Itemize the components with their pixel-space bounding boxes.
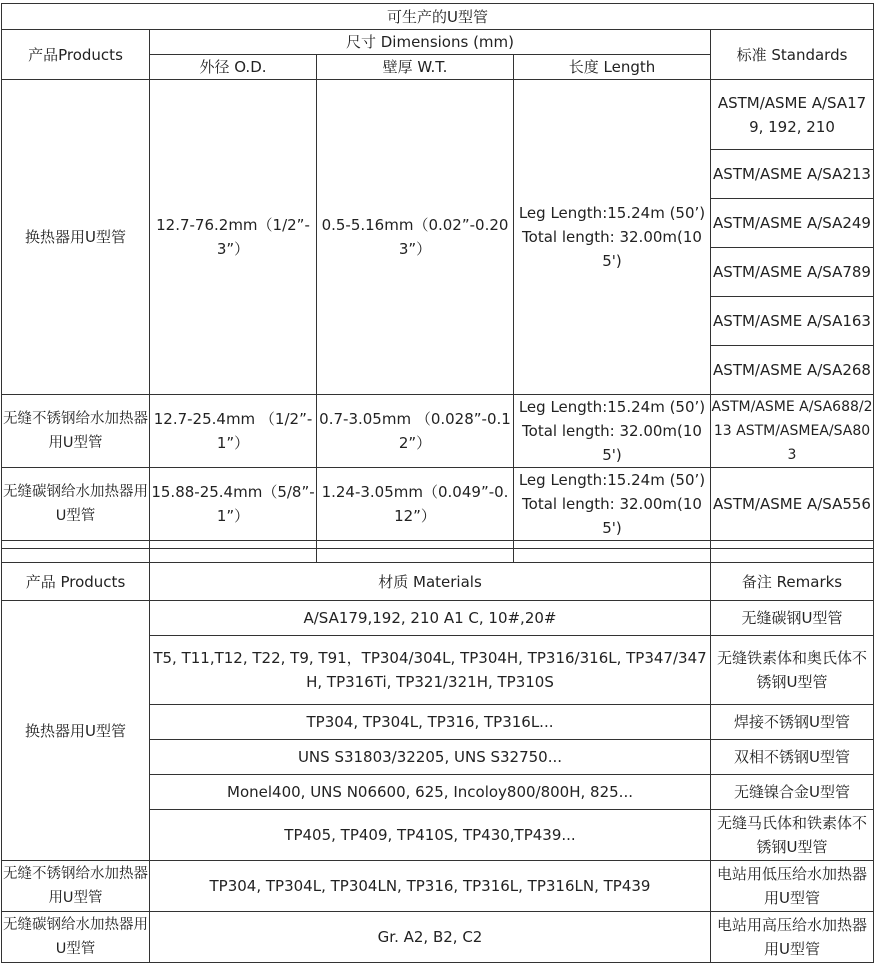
header-od: 外径 O.D.	[150, 55, 317, 80]
wt-cell: 0.5-5.16mm（0.02”-0.203”）	[317, 80, 514, 395]
remark-cell: 电站用高压给水加热器用U型管	[711, 912, 874, 963]
remark-cell: 双相不锈钢U型管	[711, 740, 874, 775]
materials-product-cell: 换热器用U型管	[2, 601, 150, 861]
product-cell: 无缝碳钢给水加热器用U型管	[2, 468, 150, 541]
materials-product-cell: 无缝不锈钢给水加热器用U型管	[2, 861, 150, 912]
length-cell: Leg Length:15.24m (50’) Total length: 32.00m(105')	[514, 395, 711, 468]
standard-cell: ASTM/ASME A/SA268	[711, 346, 874, 395]
materials-cell: T5, T11,T12, T22, T9, T91，TP304/304L, TP304H, TP316/316L, TP347/347H, TP316Ti, TP321/321H, TP310S	[150, 636, 711, 705]
standard-cell: ASTM/ASME A/SA556	[711, 468, 874, 541]
product-cell: 换热器用U型管	[2, 80, 150, 395]
remark-cell: 无缝铁素体和奥氏体不锈钢U型管	[711, 636, 874, 705]
spacer-cell	[711, 549, 874, 563]
length-cell: Leg Length:15.24m (50’) Total length: 32.00m(105')	[514, 80, 711, 395]
standard-cell: ASTM/ASME A/SA213	[711, 150, 874, 199]
standard-cell: ASTM/ASME A/SA789	[711, 248, 874, 297]
header-wt: 壁厚 W.T.	[317, 55, 514, 80]
table-title: 可生产的U型管	[2, 4, 874, 30]
product-cell: 无缝不锈钢给水加热器用U型管	[2, 395, 150, 468]
standard-cell: ASTM/ASME A/SA249	[711, 199, 874, 248]
standard-cell: ASTM/ASME A/SA163	[711, 297, 874, 346]
materials-cell: TP304, TP304L, TP316, TP316L...	[150, 705, 711, 740]
remark-cell: 无缝镍合金U型管	[711, 775, 874, 810]
materials-header-remarks: 备注 Remarks	[711, 563, 874, 601]
materials-cell: A/SA179,192, 210 A1 C, 10#,20#	[150, 601, 711, 636]
materials-cell: TP405, TP409, TP410S, TP430,TP439...	[150, 810, 711, 861]
spacer-cell	[2, 541, 150, 549]
header-products: 产品Products	[2, 30, 150, 80]
remark-cell: 焊接不锈钢U型管	[711, 705, 874, 740]
standard-cell: ASTM/ASME A/SA179, 192, 210	[711, 80, 874, 150]
remark-cell: 电站用低压给水加热器用U型管	[711, 861, 874, 912]
materials-header-materials: 材质 Materials	[150, 563, 711, 601]
od-cell: 15.88-25.4mm（5/8”-1”）	[150, 468, 317, 541]
wt-cell: 0.7-3.05mm （0.028”-0.12”）	[317, 395, 514, 468]
remark-cell: 无缝马氏体和铁素体不锈钢U型管	[711, 810, 874, 861]
header-dimensions: 尺寸 Dimensions (mm)	[150, 30, 711, 55]
materials-product-cell: 无缝碳钢给水加热器用U型管	[2, 912, 150, 963]
spacer-cell	[2, 549, 150, 563]
remark-cell: 无缝碳钢U型管	[711, 601, 874, 636]
spacer-cell	[150, 549, 317, 563]
materials-cell: TP304, TP304L, TP304LN, TP316, TP316L, TP316LN, TP439	[150, 861, 711, 912]
header-standards: 标准 Standards	[711, 30, 874, 80]
header-length: 长度 Length	[514, 55, 711, 80]
spacer-cell	[317, 541, 514, 549]
materials-cell: Gr. A2, B2, C2	[150, 912, 711, 963]
materials-cell: Monel400, UNS N06600, 625, Incoloy800/800H, 825...	[150, 775, 711, 810]
od-cell: 12.7-76.2mm（1/2”-3”）	[150, 80, 317, 395]
spacer-cell	[150, 541, 317, 549]
wt-cell: 1.24-3.05mm（0.049”-0.12”）	[317, 468, 514, 541]
materials-header-products: 产品 Products	[2, 563, 150, 601]
length-cell: Leg Length:15.24m (50’) Total length: 32.00m(105')	[514, 468, 711, 541]
od-cell: 12.7-25.4mm （1/2”-1”）	[150, 395, 317, 468]
spacer-cell	[317, 549, 514, 563]
spacer-cell	[711, 541, 874, 549]
u-tube-spec-table	[1, 3, 874, 963]
materials-cell: UNS S31803/32205, UNS S32750...	[150, 740, 711, 775]
standard-cell: ASTM/ASME A/SA688/213 ASTM/ASMEA/SA803	[711, 395, 874, 468]
spacer-cell	[514, 549, 711, 563]
spacer-cell	[514, 541, 711, 549]
